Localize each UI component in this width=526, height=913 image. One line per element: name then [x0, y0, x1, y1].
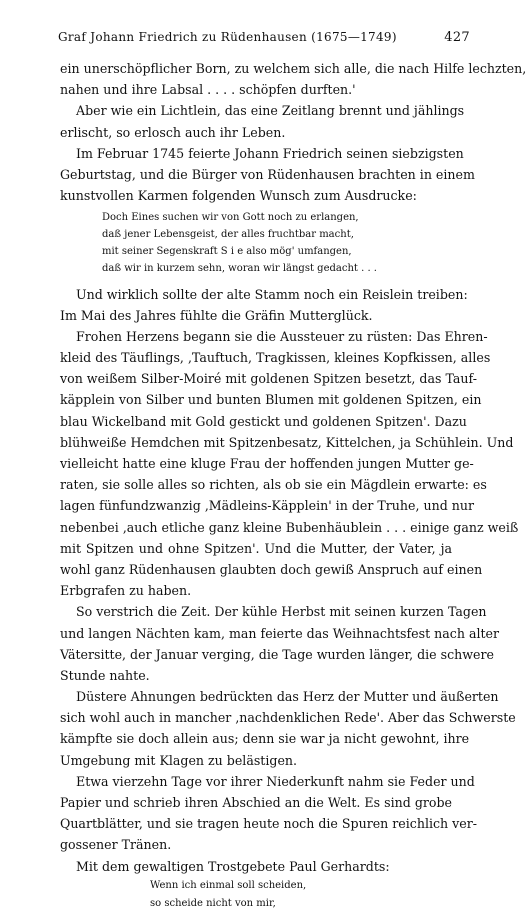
text-line: vielleicht hatte eine kluge Frau der hoffenden jungen Mutter ge- — [60, 456, 474, 471]
verse-line: Wenn ich einmal soll scheiden, — [150, 879, 307, 891]
paragraph — [60, 284, 468, 326]
text-line: Im Mai des Jahres fühlte die Gräfin Mutterglück. — [60, 307, 373, 323]
text-line: ein unerschöpflicher Born, zu welchem sich alle, die nach Hilfe lechzten, — [60, 61, 526, 76]
verse-line: Doch Eines suchen wir von Gott noch zu erlangen, — [102, 212, 359, 224]
text-line: Quartblätter, und sie tragen heute noch die Spuren reichlich ver- — [60, 816, 478, 832]
text-line: raten, sie solle alles so richten, als ob sie ein Mägdlein erwarte: es — [60, 477, 487, 493]
running-header — [58, 30, 470, 52]
verse-line: mit seiner Segenskraft S i e also mög' umfangen, — [102, 245, 352, 257]
text-line: käpplein von Silber und bunten Blumen mit goldenen Spitzen, ein — [60, 392, 482, 408]
text-line: lagen fünfundzwanzig ‚Mädleins-Käpplein' in der Truhe, und nur — [60, 498, 474, 514]
paragraph — [60, 326, 519, 601]
text-line: So verstrich die Zeit. Der kühle Herbst mit seinen kurzen Tagen — [76, 604, 487, 620]
text-line: Geburtstag, und die Bürger von Rüdenhausen brachten in einem — [60, 166, 475, 182]
text-line: Erbgrafen zu haben. — [60, 583, 192, 599]
text-line: Papier und schrieb ihren Abschied an die Welt. Es sind grobe — [60, 795, 452, 810]
text-line: nahen und ihre Labsal . . . . schöpfen durften.' — [60, 82, 356, 98]
text-line: kämpfte sie doch allein aus; denn sie war ja nicht gewohnt, ihre — [60, 731, 470, 747]
text-line: und langen Nächten kam, man feierte das Weihnachtsfest nach alter — [60, 625, 500, 641]
paragraph — [60, 856, 452, 877]
paragraph — [60, 143, 475, 207]
running-title: Graf Johann Friedrich zu Rüdenhausen (1675—1749) — [58, 30, 397, 44]
verse-line: daß jener Lebensgeist, der alles fruchtbar macht, — [102, 229, 354, 241]
text-line: Aber wie ein Lichtlein, das eine Zeitlang brennt und jählings — [76, 103, 465, 119]
paragraph — [60, 686, 516, 771]
text-line: kunstvollen Karmen folgenden Wunsch zum Ausdrucke: — [60, 188, 417, 204]
verse-block — [60, 877, 452, 913]
text-line: Und wirklich sollte der alte Stamm noch ein Reislein treiben: — [76, 286, 468, 302]
text-line: Umgebung mit Klagen zu belästigen. — [60, 752, 298, 768]
text-line: Vätersitte, der Januar verging, die Tage wurden länger, die schwere — [60, 646, 494, 662]
text-line: sich wohl auch in mancher ‚nachdenklichen Rede'. Aber das Schwerste — [60, 710, 516, 726]
text-line: Düstere Ahnungen bedrückten das Herz der Mutter und äußerten — [76, 689, 499, 705]
verse-line: daß wir in kurzem sehn, woran wir längst gedacht . . . — [102, 262, 377, 274]
text-line: Etwa vierzehn Tage vor ihrer Niederkunft nahm sie Feder und — [76, 773, 475, 789]
paragraph — [60, 58, 526, 100]
text-line: mit Spitzen und ohne Spitzen'. Und die Mutter, der Vater, ja — [60, 540, 452, 556]
text-line: erlischt, so erlosch auch ihr Leben. — [60, 124, 286, 140]
paragraph — [60, 100, 465, 142]
verse-line: so scheide nicht von mir, — [150, 897, 276, 909]
text-line: von weißem Silber-Moiré mit goldenen Spitzen besetzt, das Tauf- — [60, 371, 477, 387]
text-line: Frohen Herzens begann sie die Aussteuer zu rüsten: Das Ehren- — [76, 328, 488, 344]
text-line: Stunde nahte. — [60, 667, 150, 683]
text-line: gossener Tränen. — [60, 837, 172, 853]
page-number: 427 — [444, 30, 470, 45]
paragraph — [60, 771, 478, 856]
text-line: wohl ganz Rüdenhausen glaubten doch gewiß Anspruch auf einen — [60, 561, 483, 577]
text-line: blühweiße Hemdchen mit Spitzenbesatz, Kittelchen, ja Schühlein. Und — [60, 434, 514, 450]
text-line: Mit dem gewaltigen Trostgebete Paul Gerhardts: — [76, 858, 390, 874]
verse-block — [60, 210, 452, 277]
text-line: nebenbei ‚auch etliche ganz kleine Bubenhäublein . . . einige ganz weiß — [60, 519, 519, 535]
page-body — [60, 58, 526, 913]
paragraph — [60, 601, 500, 686]
text-line: Im Februar 1745 feierte Johann Friedrich seinen siebzigsten — [76, 145, 464, 161]
text-line: blau Wickelband mit Gold gestickt und goldenen Spitzen'. Dazu — [60, 413, 467, 429]
text-line: kleid des Täuflings, ‚Tauftuch, Tragkissen, kleines Kopfkissen, alles — [60, 350, 491, 366]
